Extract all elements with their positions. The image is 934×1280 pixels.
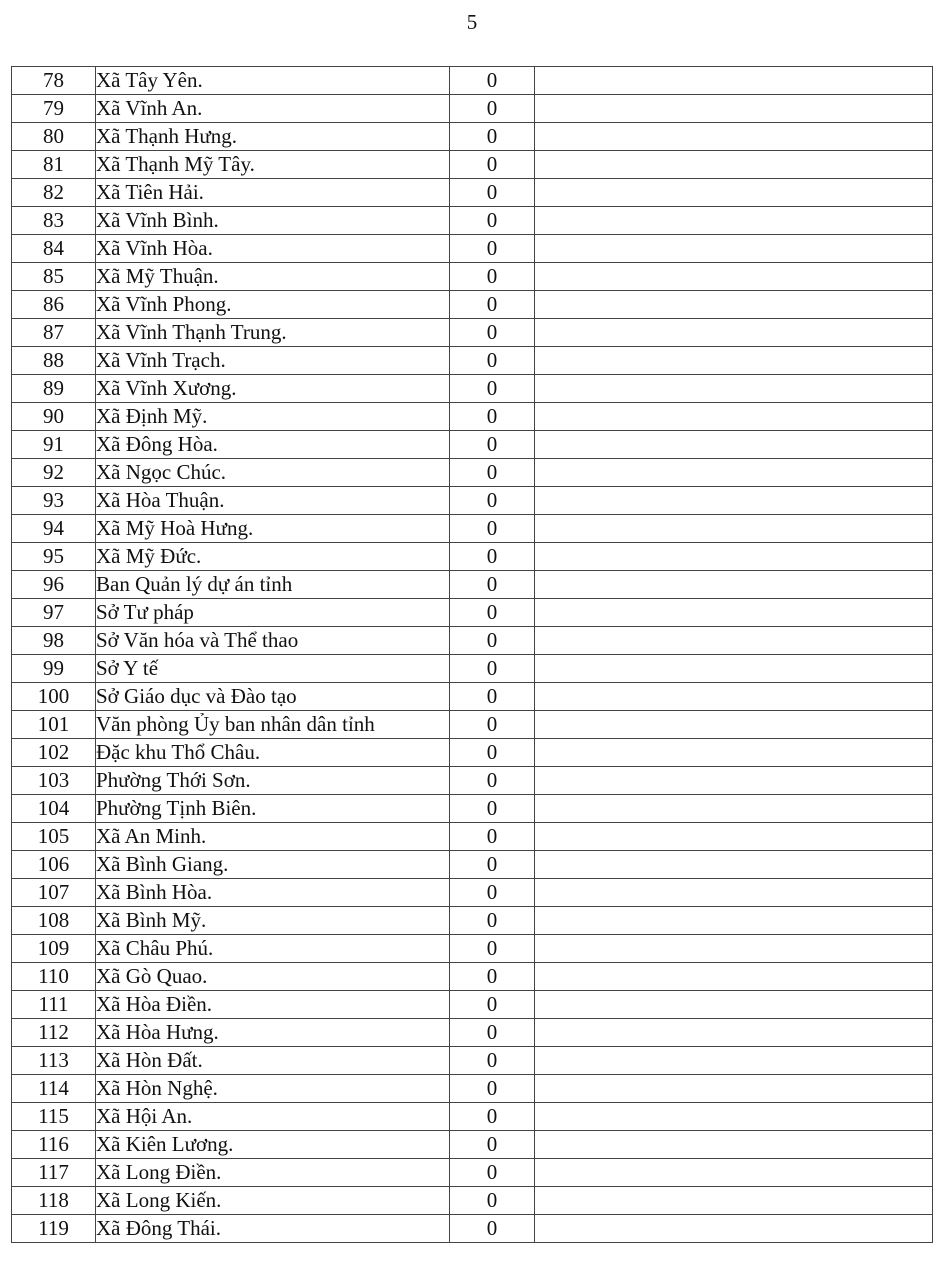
count-cell: 0 <box>450 991 535 1019</box>
unit-name-cell: Xã Vĩnh Bình. <box>96 207 450 235</box>
table-row <box>12 123 933 151</box>
row-number-cell: 106 <box>12 851 96 879</box>
unit-name-cell: Xã Thạnh Hưng. <box>96 123 450 151</box>
count-cell: 0 <box>450 935 535 963</box>
count-cell: 0 <box>450 683 535 711</box>
count-cell: 0 <box>450 95 535 123</box>
unit-name-cell: Phường Thới Sơn. <box>96 767 450 795</box>
note-cell <box>535 375 933 403</box>
count-cell: 0 <box>450 1047 535 1075</box>
table-row <box>12 235 933 263</box>
note-cell <box>535 1047 933 1075</box>
row-number-cell: 92 <box>12 459 96 487</box>
table-row <box>12 991 933 1019</box>
table-row <box>12 1187 933 1215</box>
row-number-cell: 95 <box>12 543 96 571</box>
note-cell <box>535 963 933 991</box>
table-row <box>12 599 933 627</box>
count-cell: 0 <box>450 627 535 655</box>
unit-name-cell: Xã Vĩnh Phong. <box>96 291 450 319</box>
row-number-cell: 101 <box>12 711 96 739</box>
unit-name-cell: Xã Ngọc Chúc. <box>96 459 450 487</box>
unit-name-cell: Xã Thạnh Mỹ Tây. <box>96 151 450 179</box>
note-cell <box>535 431 933 459</box>
count-cell: 0 <box>450 235 535 263</box>
count-cell: 0 <box>450 375 535 403</box>
table-body <box>12 67 933 1243</box>
row-number-cell: 102 <box>12 739 96 767</box>
table-row <box>12 347 933 375</box>
count-cell: 0 <box>450 543 535 571</box>
unit-name-cell: Xã Hội An. <box>96 1103 450 1131</box>
count-cell: 0 <box>450 1215 535 1243</box>
note-cell <box>535 235 933 263</box>
count-cell: 0 <box>450 1019 535 1047</box>
count-cell: 0 <box>450 851 535 879</box>
table-row <box>12 907 933 935</box>
unit-name-cell: Xã Tây Yên. <box>96 67 450 95</box>
row-number-cell: 88 <box>12 347 96 375</box>
row-number-cell: 100 <box>12 683 96 711</box>
table-row <box>12 1019 933 1047</box>
row-number-cell: 81 <box>12 151 96 179</box>
row-number-cell: 96 <box>12 571 96 599</box>
row-number-cell: 80 <box>12 123 96 151</box>
row-number-cell: 108 <box>12 907 96 935</box>
row-number-cell: 94 <box>12 515 96 543</box>
unit-name-cell: Xã Mỹ Hoà Hưng. <box>96 515 450 543</box>
note-cell <box>535 1075 933 1103</box>
note-cell <box>535 123 933 151</box>
row-number-cell: 104 <box>12 795 96 823</box>
unit-name-cell: Xã Vĩnh An. <box>96 95 450 123</box>
note-cell <box>535 207 933 235</box>
table-row <box>12 767 933 795</box>
row-number-cell: 87 <box>12 319 96 347</box>
note-cell <box>535 711 933 739</box>
unit-name-cell: Xã Long Điền. <box>96 1159 450 1187</box>
note-cell <box>535 515 933 543</box>
count-cell: 0 <box>450 459 535 487</box>
note-cell <box>535 487 933 515</box>
count-cell: 0 <box>450 1075 535 1103</box>
unit-name-cell: Xã Tiên Hải. <box>96 179 450 207</box>
table-row <box>12 571 933 599</box>
row-number-cell: 93 <box>12 487 96 515</box>
table-row <box>12 431 933 459</box>
count-cell: 0 <box>450 403 535 431</box>
count-cell: 0 <box>450 795 535 823</box>
unit-name-cell: Xã Gò Quao. <box>96 963 450 991</box>
unit-name-cell: Xã Hòn Đất. <box>96 1047 450 1075</box>
note-cell <box>535 879 933 907</box>
table-row <box>12 291 933 319</box>
note-cell <box>535 459 933 487</box>
note-cell <box>535 767 933 795</box>
note-cell <box>535 1187 933 1215</box>
note-cell <box>535 151 933 179</box>
table-row <box>12 935 933 963</box>
unit-name-cell: Xã Kiên Lương. <box>96 1131 450 1159</box>
note-cell <box>535 1019 933 1047</box>
note-cell <box>535 991 933 1019</box>
row-number-cell: 117 <box>12 1159 96 1187</box>
row-number-cell: 86 <box>12 291 96 319</box>
note-cell <box>535 823 933 851</box>
count-cell: 0 <box>450 123 535 151</box>
note-cell <box>535 1215 933 1243</box>
unit-name-cell: Sở Tư pháp <box>96 599 450 627</box>
note-cell <box>535 1103 933 1131</box>
count-cell: 0 <box>450 599 535 627</box>
table-row <box>12 963 933 991</box>
row-number-cell: 91 <box>12 431 96 459</box>
unit-name-cell: Xã Vĩnh Xương. <box>96 375 450 403</box>
table-row <box>12 1215 933 1243</box>
row-number-cell: 114 <box>12 1075 96 1103</box>
note-cell <box>535 599 933 627</box>
count-cell: 0 <box>450 67 535 95</box>
page-number: 5 <box>466 10 478 34</box>
row-number-cell: 99 <box>12 655 96 683</box>
row-number-cell: 83 <box>12 207 96 235</box>
count-cell: 0 <box>450 655 535 683</box>
unit-name-cell: Xã Hòa Điền. <box>96 991 450 1019</box>
table-row <box>12 319 933 347</box>
unit-name-cell: Xã Hòa Thuận. <box>96 487 450 515</box>
unit-name-cell: Văn phòng Ủy ban nhân dân tỉnh <box>96 711 450 739</box>
row-number-cell: 110 <box>12 963 96 991</box>
table-row <box>12 879 933 907</box>
count-cell: 0 <box>450 1159 535 1187</box>
count-cell: 0 <box>450 319 535 347</box>
unit-name-cell: Sở Y tế <box>96 655 450 683</box>
table-row <box>12 711 933 739</box>
count-cell: 0 <box>450 571 535 599</box>
note-cell <box>535 627 933 655</box>
row-number-cell: 82 <box>12 179 96 207</box>
count-cell: 0 <box>450 291 535 319</box>
row-number-cell: 97 <box>12 599 96 627</box>
count-cell: 0 <box>450 207 535 235</box>
count-cell: 0 <box>450 151 535 179</box>
unit-name-cell: Sở Văn hóa và Thể thao <box>96 627 450 655</box>
note-cell <box>535 851 933 879</box>
unit-name-cell: Xã Long Kiến. <box>96 1187 450 1215</box>
unit-name-cell: Xã An Minh. <box>96 823 450 851</box>
table-row <box>12 375 933 403</box>
table-row <box>12 1159 933 1187</box>
unit-name-cell: Xã Bình Mỹ. <box>96 907 450 935</box>
note-cell <box>535 935 933 963</box>
unit-name-cell: Xã Châu Phú. <box>96 935 450 963</box>
note-cell <box>535 795 933 823</box>
unit-name-cell: Xã Bình Giang. <box>96 851 450 879</box>
note-cell <box>535 655 933 683</box>
row-number-cell: 89 <box>12 375 96 403</box>
count-cell: 0 <box>450 739 535 767</box>
table-row <box>12 67 933 95</box>
row-number-cell: 109 <box>12 935 96 963</box>
note-cell <box>535 263 933 291</box>
row-number-cell: 78 <box>12 67 96 95</box>
note-cell <box>535 347 933 375</box>
count-cell: 0 <box>450 179 535 207</box>
row-number-cell: 98 <box>12 627 96 655</box>
unit-name-cell: Xã Đông Thái. <box>96 1215 450 1243</box>
row-number-cell: 115 <box>12 1103 96 1131</box>
row-number-cell: 116 <box>12 1131 96 1159</box>
table-row <box>12 207 933 235</box>
unit-name-cell: Xã Hòa Hưng. <box>96 1019 450 1047</box>
count-cell: 0 <box>450 515 535 543</box>
row-number-cell: 105 <box>12 823 96 851</box>
row-number-cell: 84 <box>12 235 96 263</box>
table-row <box>12 487 933 515</box>
row-number-cell: 107 <box>12 879 96 907</box>
unit-name-cell: Đặc khu Thổ Châu. <box>96 739 450 767</box>
unit-name-cell: Xã Mỹ Thuận. <box>96 263 450 291</box>
unit-name-cell: Xã Vĩnh Thạnh Trung. <box>96 319 450 347</box>
note-cell <box>535 403 933 431</box>
table-row <box>12 179 933 207</box>
count-cell: 0 <box>450 487 535 515</box>
count-cell: 0 <box>450 711 535 739</box>
note-cell <box>535 67 933 95</box>
row-number-cell: 103 <box>12 767 96 795</box>
count-cell: 0 <box>450 1187 535 1215</box>
count-cell: 0 <box>450 823 535 851</box>
note-cell <box>535 291 933 319</box>
unit-name-cell: Phường Tịnh Biên. <box>96 795 450 823</box>
note-cell <box>535 319 933 347</box>
table-row <box>12 459 933 487</box>
table-row <box>12 739 933 767</box>
count-cell: 0 <box>450 431 535 459</box>
table-row <box>12 1047 933 1075</box>
unit-name-cell: Xã Mỹ Đức. <box>96 543 450 571</box>
table-row <box>12 1103 933 1131</box>
unit-name-cell: Xã Vĩnh Trạch. <box>96 347 450 375</box>
note-cell <box>535 1159 933 1187</box>
note-cell <box>535 683 933 711</box>
table-row <box>12 655 933 683</box>
unit-name-cell: Xã Hòn Nghệ. <box>96 1075 450 1103</box>
count-cell: 0 <box>450 879 535 907</box>
count-cell: 0 <box>450 1103 535 1131</box>
table-row <box>12 263 933 291</box>
table-row <box>12 151 933 179</box>
table-row <box>12 403 933 431</box>
table-row <box>12 795 933 823</box>
note-cell <box>535 907 933 935</box>
count-cell: 0 <box>450 1131 535 1159</box>
unit-name-cell: Xã Vĩnh Hòa. <box>96 235 450 263</box>
note-cell <box>535 571 933 599</box>
table-row <box>12 627 933 655</box>
row-number-cell: 118 <box>12 1187 96 1215</box>
unit-name-cell: Ban Quản lý dự án tỉnh <box>96 571 450 599</box>
row-number-cell: 85 <box>12 263 96 291</box>
table-row <box>12 823 933 851</box>
unit-name-cell: Xã Bình Hòa. <box>96 879 450 907</box>
row-number-cell: 111 <box>12 991 96 1019</box>
note-cell <box>535 95 933 123</box>
row-number-cell: 119 <box>12 1215 96 1243</box>
table-row <box>12 851 933 879</box>
count-cell: 0 <box>450 347 535 375</box>
count-cell: 0 <box>450 767 535 795</box>
table-row <box>12 543 933 571</box>
count-cell: 0 <box>450 263 535 291</box>
table-row <box>12 515 933 543</box>
row-number-cell: 112 <box>12 1019 96 1047</box>
unit-name-cell: Xã Định Mỹ. <box>96 403 450 431</box>
note-cell <box>535 1131 933 1159</box>
note-cell <box>535 179 933 207</box>
table-row <box>12 1131 933 1159</box>
data-table <box>11 66 933 1243</box>
note-cell <box>535 543 933 571</box>
row-number-cell: 79 <box>12 95 96 123</box>
unit-name-cell: Xã Đông Hòa. <box>96 431 450 459</box>
note-cell <box>535 739 933 767</box>
table-row <box>12 683 933 711</box>
row-number-cell: 113 <box>12 1047 96 1075</box>
count-cell: 0 <box>450 963 535 991</box>
table-row <box>12 1075 933 1103</box>
count-cell: 0 <box>450 907 535 935</box>
row-number-cell: 90 <box>12 403 96 431</box>
table-row <box>12 95 933 123</box>
unit-name-cell: Sở Giáo dục và Đào tạo <box>96 683 450 711</box>
